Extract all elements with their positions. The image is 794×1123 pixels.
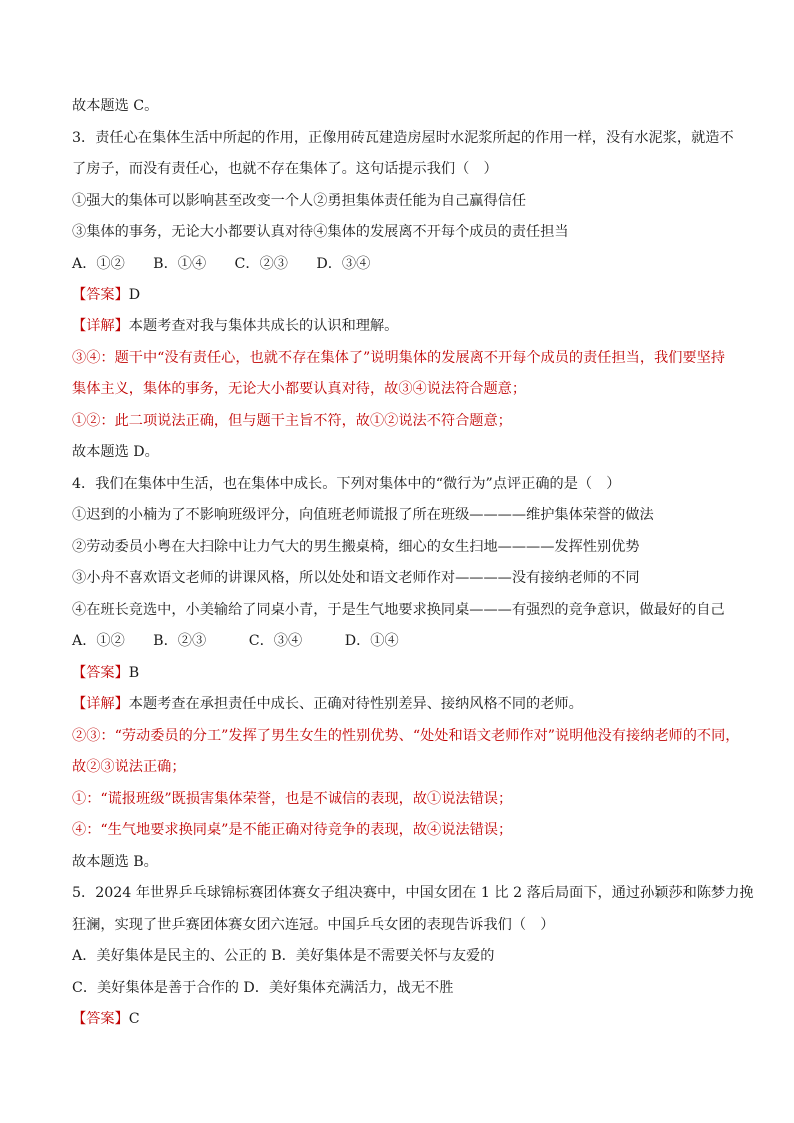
question-4-options: A．①② B．②③ C．③④ D．①④ [72,633,399,649]
question-4-explanation: 【详解】本题考查在承担责任中成长、正确对待性别差异、接纳风格不同的老师。 [72,696,583,712]
question-4-analysis-line3: ①：“谎报班级”既损害集体荣誉，也是不诚信的表现，故①说法错误； [72,791,513,807]
question-3-statement-1-2: ①强大的集体可以影响甚至改变一个人②勇担集体责任能为自己赢得信任 [72,193,527,209]
question-5-stem-line1: 5．2024 年世界乒乓球锦标赛团体赛女子组决赛中，中国女团在 1 比 2 落后局面下，通过孙颖莎和陈梦力挽 [72,885,754,901]
question-5-options-c-d: C．美好集体是善于合作的 D．美好集体充满活力，战无不胜 [72,980,454,996]
question-3-explanation: 【详解】本题考查对我与集体共成长的认识和理解。 [72,318,399,334]
question-4-stem: 4．我们在集体中生活，也在集体中成长。下列对集体中的“微行为”点评正确的是（ ） [72,476,621,492]
question-5-stem-line2: 狂澜，实现了世乒赛团体赛女团六连冠。中国乒乓女团的表现告诉我们（ ） [72,917,555,933]
question-4-statement-1: ①迟到的小楠为了不影响班级评分，向值班老师谎报了所在班级————维护集体荣誉的做法 [72,507,654,523]
conclusion-q4: 故本题选 B。 [72,854,158,870]
question-3-options: A．①② B．①④ C．②③ D．③④ [72,256,371,272]
question-3-analysis-line3: ①②：此二项说法正确，但与题干主旨不符，故①②说法不符合题意； [72,413,512,429]
question-4-statement-2: ②劳动委员小粤在大扫除中让力气大的男生搬桌椅，细心的女生扫地————发挥性别优势 [72,539,640,555]
question-4-statement-3: ③小舟不喜欢语文老师的讲课风格，所以处处和语文老师作对————没有接纳老师的不同 [72,570,640,586]
question-3-answer: 【答案】D [72,287,141,303]
question-5-answer: 【答案】C [72,1011,140,1027]
question-3-analysis-line2: 集体主义，集体的事务，无论大小都要认真对待，故③④说法符合题意； [72,381,527,397]
question-3-statement-3-4: ③集体的事务，无论大小都要认真对待④集体的发展离不开每个成员的责任担当 [72,224,569,240]
question-3-stem-line1: 3．责任心在集体生活中所起的作用，正像用砖瓦建造房屋时水泥浆所起的作用一样，没有水泥浆，就造不 [72,130,734,146]
question-3-stem-line2: 了房子，而没有责任心，也就不存在集体了。这句话提示我们（ ） [72,161,498,177]
conclusion-q3: 故本题选 D。 [72,444,159,460]
question-4-analysis-line4: ④：“生气地要求换同桌”是不能正确对待竞争的表现，故④说法错误； [72,822,513,838]
question-4-answer: 【答案】B [72,665,140,681]
question-3-analysis-line1: ③④：题干中“没有责任心，也就不存在集体了”说明集体的发展离不开每个成员的责任担当，我们要坚持 [72,350,725,366]
question-4-analysis-line2: 故②③说法正确； [72,759,186,775]
question-4-statement-4: ④在班长竞选中，小美输给了同桌小青，于是生气地要求换同桌———有强烈的竞争意识，做最好的自己 [72,602,725,618]
question-4-analysis-line1: ②③：“劳动委员的分工”发挥了男生女生的性别优势、“处处和语文老师作对”说明他没有接纳老师的不同， [72,728,740,744]
question-5-options-a-b: A．美好集体是民主的、公正的 B．美好集体是不需要关怀与友爱的 [72,948,495,964]
conclusion-q2: 故本题选 C。 [72,98,159,114]
